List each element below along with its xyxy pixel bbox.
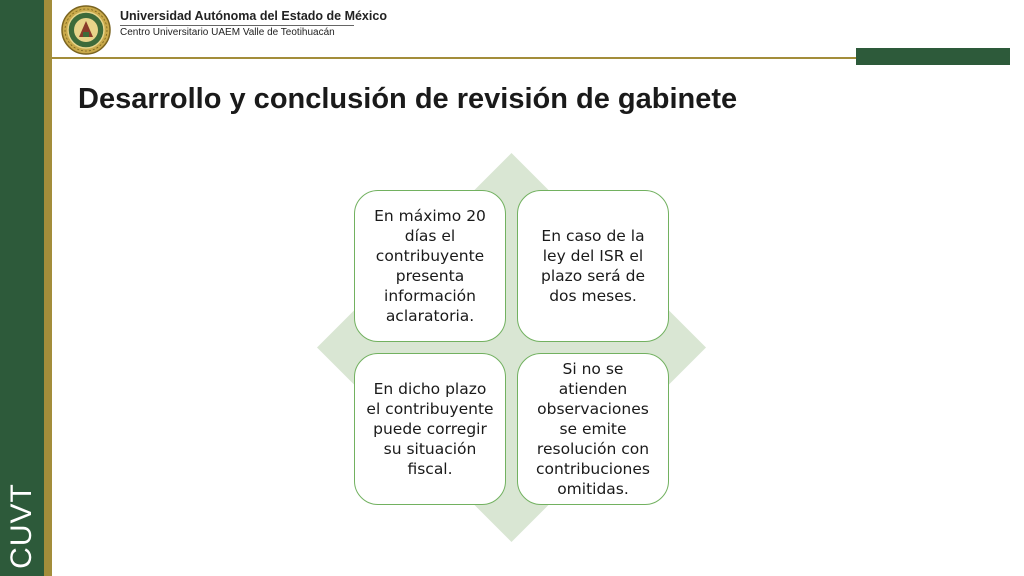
process-box-3 bbox=[354, 353, 506, 505]
center-name: Centro Universitario UAEM Valle de Teotihuacán bbox=[120, 27, 335, 38]
sidebar-label bbox=[2, 484, 42, 568]
header-divider bbox=[120, 25, 354, 26]
sidebar-gold-stripe bbox=[44, 0, 52, 576]
process-box-2-text: En caso de la ley del ISR el plazo será de dos meses. bbox=[541, 227, 645, 305]
university-name: Universidad Autónoma del Estado de México bbox=[120, 9, 387, 23]
sidebar-label-text: CUVT bbox=[5, 483, 39, 569]
process-box-2 bbox=[517, 190, 669, 342]
process-box-1-text: En máximo 20 días el contribuyente presenta información aclaratoria. bbox=[374, 207, 486, 325]
process-box-1 bbox=[354, 190, 506, 342]
page-title: Desarrollo y conclusión de revisión de gabinete bbox=[78, 83, 738, 115]
process-box-4-text: Si no se atienden observaciones se emite resolución con contribuciones omitidas. bbox=[536, 360, 650, 498]
header-gold-line bbox=[52, 57, 856, 59]
university-crest-icon bbox=[58, 4, 114, 56]
process-box-3-text: En dicho plazo el contribuyente puede corregir su situación fiscal. bbox=[366, 380, 494, 478]
process-box-4 bbox=[517, 353, 669, 505]
header-green-bar bbox=[856, 48, 1010, 65]
